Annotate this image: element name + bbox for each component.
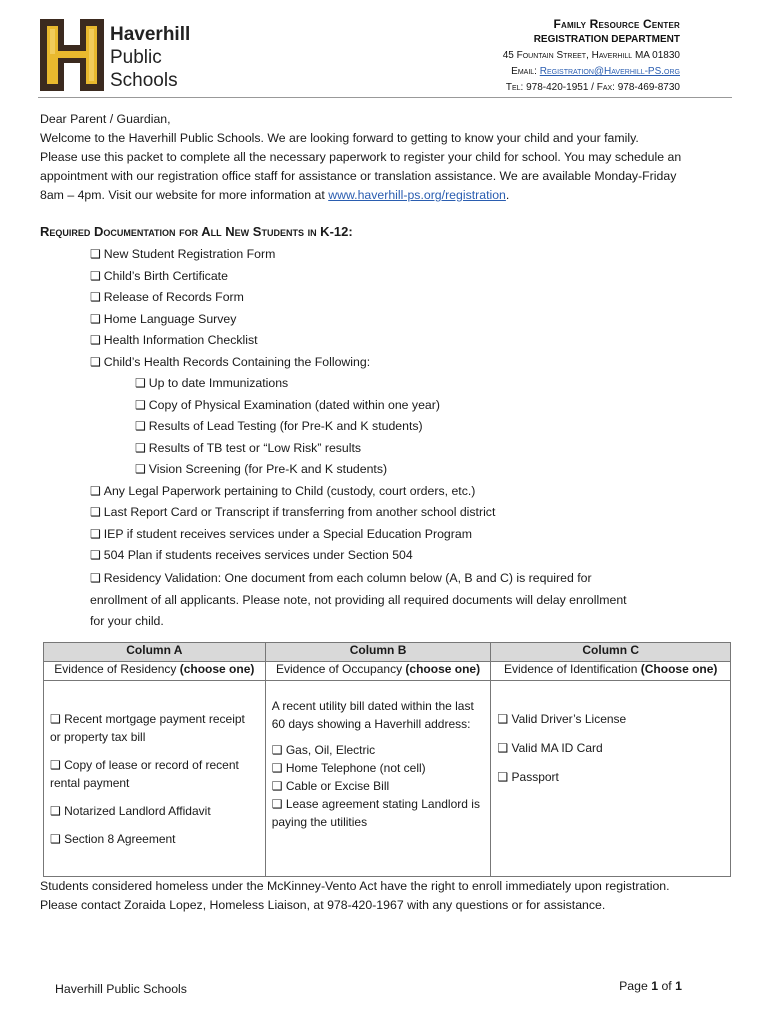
column-c-choose: (Choose one)	[640, 662, 718, 676]
checklist-label: Child’s Birth Certificate	[103, 268, 228, 283]
checklist-item	[90, 352, 495, 374]
column-a-header: Column A	[44, 643, 266, 662]
checkbox-icon[interactable]: ❑	[90, 333, 101, 347]
checkbox-icon[interactable]: ❑	[90, 290, 101, 304]
checklist-label: Health Information Checklist	[103, 333, 258, 347]
column-a-item: Section 8 Agreement	[64, 832, 176, 846]
checklist-item	[90, 524, 495, 546]
column-c-item: Passport	[511, 770, 559, 784]
homeless-note	[40, 877, 670, 915]
checklist-item	[90, 309, 495, 331]
checkbox-icon[interactable]: ❑	[135, 397, 146, 412]
letter-body	[40, 110, 681, 205]
column-c-subheader	[491, 662, 731, 681]
health-record-item	[90, 395, 495, 417]
checklist-item	[90, 330, 495, 352]
checklist-item	[90, 502, 495, 524]
column-b-sub: Evidence of Occupancy	[276, 662, 403, 676]
column-c-item: Valid MA ID Card	[511, 741, 603, 755]
residency-line-2: enrollment of all applicants. Please note, not providing all required documents will delay enrollment	[90, 592, 627, 607]
checklist-item	[90, 545, 495, 567]
department-name: REGISTRATION DEPARTMENT	[533, 34, 680, 45]
column-b-header: Column B	[265, 643, 491, 662]
checklist-item	[90, 244, 495, 266]
column-b-subheader	[265, 662, 491, 681]
column-a-sub: Evidence of Residency	[54, 662, 177, 676]
checkbox-icon[interactable]: ❑	[135, 440, 146, 455]
column-b-body	[265, 693, 491, 877]
health-record-item	[90, 373, 495, 395]
checkbox-icon[interactable]: ❑	[135, 419, 146, 433]
checklist-item	[90, 266, 495, 288]
column-a-body	[44, 693, 266, 877]
checkbox-icon[interactable]: ❑	[90, 354, 101, 369]
health-record-item	[90, 438, 495, 460]
logo-wordmark	[110, 23, 190, 92]
checklist-label: Last Report Card or Transcript if transferring from another school district	[103, 505, 496, 519]
checkbox-icon[interactable]: ❑	[90, 505, 101, 519]
column-b-item: Cable or Excise Bill	[285, 779, 390, 793]
logo-line-3: Schools	[110, 70, 178, 91]
documents-table	[43, 642, 731, 877]
checklist-label: Child’s Health Records Containing the Following:	[103, 354, 371, 369]
footer-org: Haverhill Public Schools	[55, 982, 187, 996]
column-b-choose: (choose one)	[405, 662, 481, 676]
instructions-line-1: Please use this packet to complete all the necessary paperwork to register your child for school. You may schedule an	[40, 150, 682, 164]
checklist-label: Home Language Survey	[103, 311, 237, 326]
checkbox-icon[interactable]: ❑	[271, 797, 283, 811]
checkbox-icon[interactable]: ❑	[497, 712, 509, 726]
page-of: of	[661, 979, 672, 993]
checklist-label: Results of TB test or “Low Risk” results	[148, 440, 362, 455]
logo-line-2: Public	[110, 47, 162, 68]
greeting: Dear Parent / Guardian,	[40, 112, 171, 126]
instructions-line-3: 8am – 4pm. Visit our website for more information at	[40, 188, 325, 202]
column-a-item: Copy of lease or record of recent rental payment	[50, 758, 239, 790]
checkbox-icon[interactable]: ❑	[90, 311, 101, 326]
health-record-item	[90, 416, 495, 438]
checkbox-icon[interactable]: ❑	[90, 571, 101, 585]
column-b-item: Gas, Oil, Electric	[285, 743, 376, 757]
h-logo-icon	[38, 17, 106, 93]
required-checklist	[90, 244, 495, 567]
office-address: 45 Fountain Street, Haverhill MA 01830	[502, 50, 680, 61]
checkbox-icon[interactable]: ❑	[50, 758, 61, 772]
office-header	[503, 16, 680, 96]
column-b-item: Home Telephone (not cell)	[285, 761, 426, 775]
column-c-item: Valid Driver’s License	[511, 712, 627, 726]
checkbox-icon[interactable]: ❑	[90, 247, 101, 261]
checkbox-icon[interactable]: ❑	[271, 743, 283, 757]
checklist-label: Results of Lead Testing (for Pre-K and K students)	[148, 419, 423, 433]
checkbox-icon[interactable]: ❑	[50, 832, 61, 846]
health-record-item	[90, 459, 495, 481]
checkbox-icon[interactable]: ❑	[50, 804, 61, 818]
center-name: Family Resource Center	[553, 17, 680, 31]
checklist-label: Vision Screening (for Pre-K and K students)	[148, 462, 388, 476]
page-word: Page	[619, 979, 648, 993]
checkbox-icon[interactable]: ❑	[135, 462, 146, 476]
checklist-label: New Student Registration Form	[103, 247, 276, 261]
checkbox-icon[interactable]: ❑	[135, 376, 146, 390]
phone-fax: Tel: 978-420-1951 / Fax: 978-469-8730	[505, 82, 680, 93]
period: .	[505, 188, 510, 202]
checklist-label: Copy of Physical Examination (dated within one year)	[148, 397, 440, 412]
email-label: Email:	[511, 66, 537, 77]
checkbox-icon[interactable]: ❑	[50, 712, 61, 726]
checkbox-icon[interactable]: ❑	[90, 548, 101, 562]
page-current: 1	[651, 979, 659, 993]
checklist-label: IEP if student receives services under a Special Education Program	[103, 526, 472, 541]
column-a-choose: (choose one)	[179, 662, 255, 676]
registration-website-link[interactable]: www.haverhill-ps.org/registration	[328, 188, 506, 202]
column-a-item: Notarized Landlord Affidavit	[64, 804, 211, 818]
email-link[interactable]: Registration@Haverhill-PS.org	[539, 66, 680, 77]
column-a-item: Recent mortgage payment receipt or property tax bill	[50, 712, 245, 744]
welcome-paragraph: Welcome to the Haverhill Public Schools. We are looking forward to getting to know your child and your family.	[40, 131, 639, 145]
column-b-intro: A recent utility bill dated within the last 60 days showing a Haverhill address:	[271, 699, 474, 731]
column-a-subheader	[44, 662, 266, 681]
column-b-item: Lease agreement stating Landlord is paying the utilities	[271, 797, 480, 829]
checkbox-icon[interactable]: ❑	[271, 761, 283, 775]
checklist-item	[90, 481, 495, 503]
page-total: 1	[675, 979, 682, 993]
checkbox-icon[interactable]: ❑	[90, 526, 101, 541]
checkbox-icon[interactable]: ❑	[497, 770, 509, 784]
column-c-body	[491, 693, 731, 877]
homeless-line-1: Students considered homeless under the McKinney-Vento Act have the right to enroll immediately upon registration.	[40, 879, 670, 893]
checkbox-icon[interactable]: ❑	[90, 483, 101, 498]
page-number	[619, 979, 682, 993]
checkbox-icon[interactable]: ❑	[497, 741, 509, 755]
checklist-label: Release of Records Form	[103, 290, 244, 304]
checklist-label: Up to date Immunizations	[148, 376, 289, 390]
instructions-line-2: appointment with our registration office staff for assistance or translation assistance. We are available Monday-Friday	[40, 169, 677, 183]
homeless-line-2: Please contact Zoraida Lopez, Homeless Liaison, at 978-420-1967 with any questions or for assistance.	[40, 898, 606, 912]
checklist-label: 504 Plan if students receives services under Section 504	[103, 548, 413, 562]
required-docs-heading: Required Documentation for All New Students in K-12:	[40, 224, 353, 239]
header-divider	[38, 97, 732, 98]
column-c-header: Column C	[491, 643, 731, 662]
checklist-item	[90, 287, 495, 309]
residency-line-1: Residency Validation: One document from each column below (A, B and C) is required for	[103, 571, 592, 585]
checkbox-icon[interactable]: ❑	[271, 779, 283, 793]
checkbox-icon[interactable]: ❑	[90, 268, 101, 283]
residency-item	[90, 568, 627, 633]
column-c-sub: Evidence of Identification	[503, 662, 638, 676]
logo-line-1: Haverhill	[110, 24, 191, 45]
residency-line-3: for your child.	[90, 614, 164, 628]
district-logo	[38, 15, 208, 95]
checklist-label: Any Legal Paperwork pertaining to Child (custody, court orders, etc.)	[103, 483, 476, 498]
